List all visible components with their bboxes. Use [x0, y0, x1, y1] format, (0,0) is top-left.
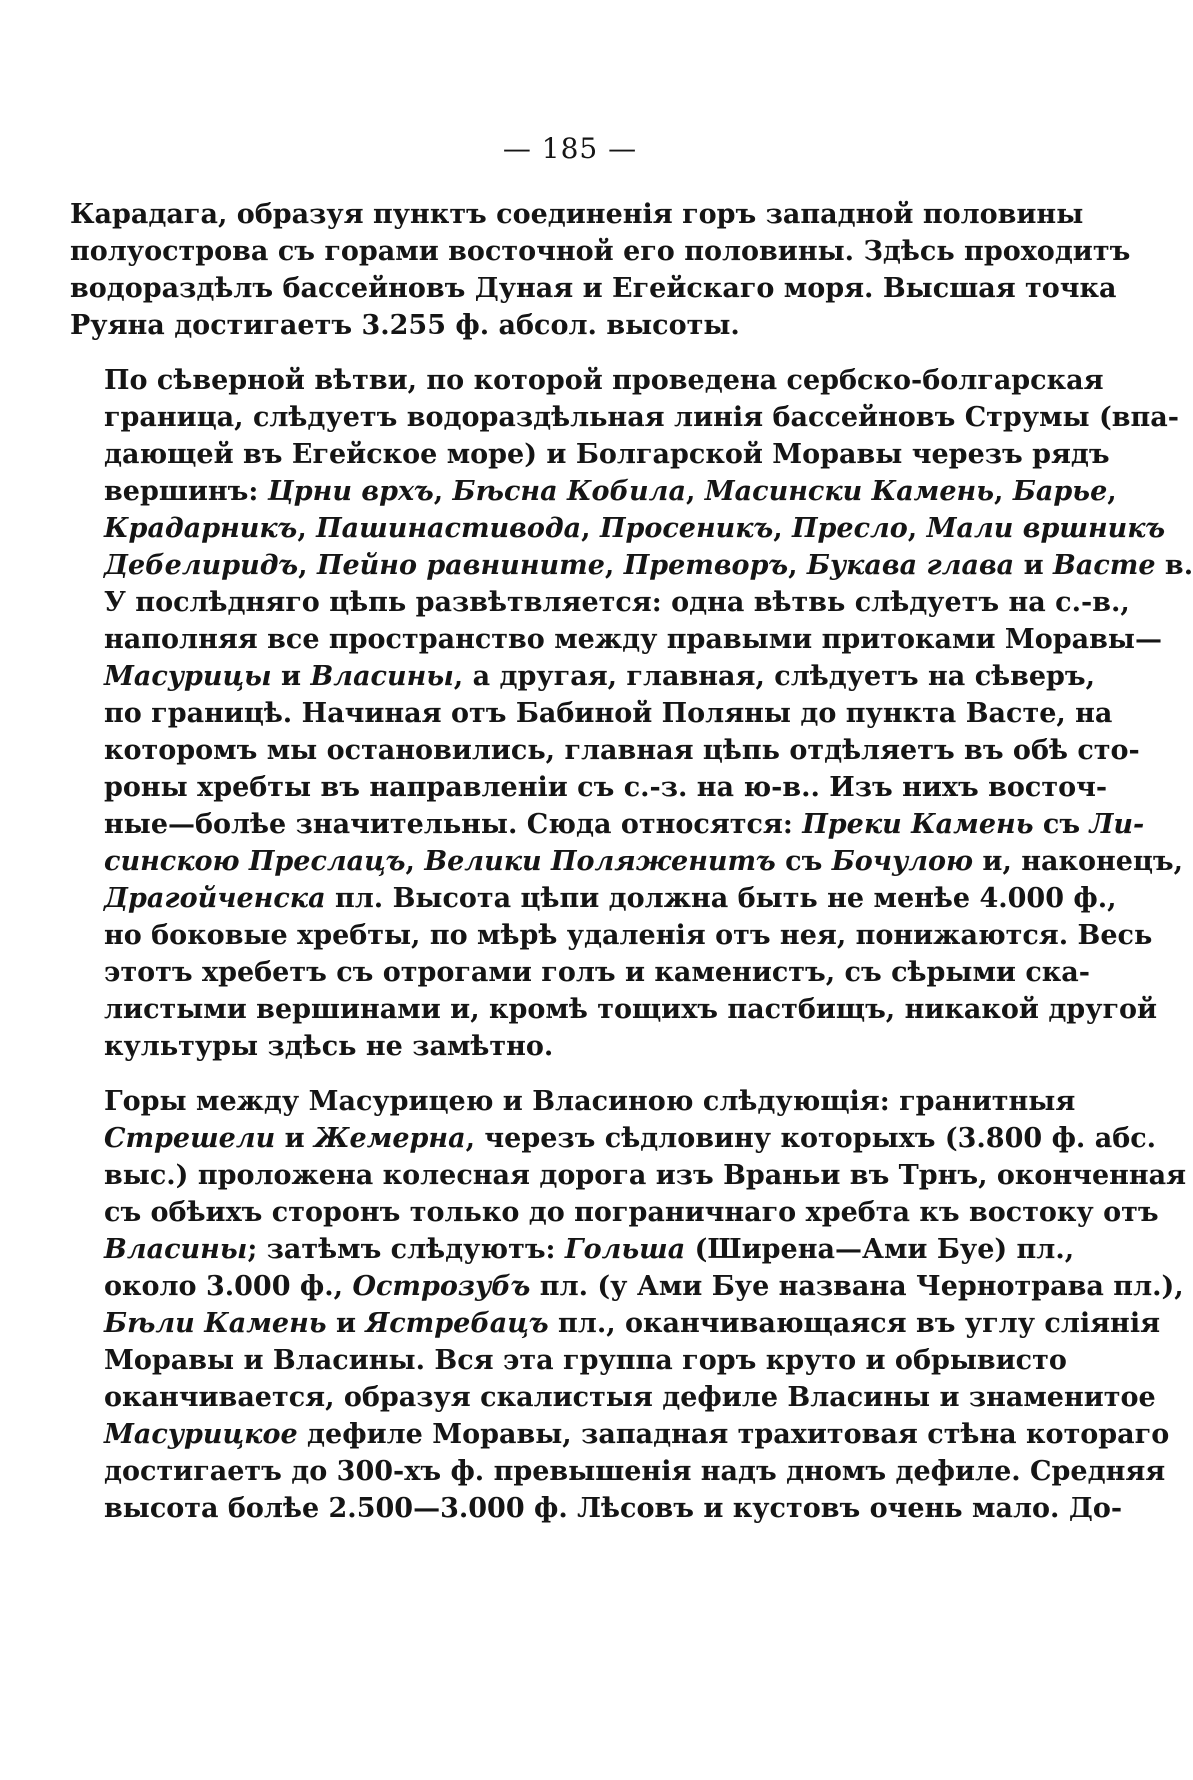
- text-line: [70, 307, 988, 344]
- text-run: ,: [298, 550, 317, 581]
- text-run: ные—болѣе значительны. Сюда относятся:: [104, 809, 803, 840]
- text-line: [70, 1231, 1075, 1268]
- italic-place-name: синскою Преслацъ: [104, 846, 406, 877]
- text-line: [70, 917, 1153, 954]
- text-run: ,: [297, 513, 317, 544]
- text-run: около 3.000 ф.,: [104, 1271, 353, 1302]
- text-run: ,: [773, 513, 793, 544]
- text-line: [70, 1342, 1067, 1379]
- text-run: Руяна достигаетъ 3.255 ф. абсол. высоты.: [70, 310, 740, 341]
- text-run: но боковые хребты, по мѣрѣ удаленія отъ нея, понижаются. Весь: [104, 920, 1153, 951]
- text-run: граница, слѣдуетъ водораздѣльная линія бассейновъ Струмы (впа-: [104, 402, 1179, 433]
- text-run: ,: [604, 550, 624, 581]
- text-run: съ: [1033, 809, 1090, 840]
- text-run: роны хребты въ направленіи съ с.-з. на ю-в.. Изъ нихъ восточ-: [104, 772, 1108, 803]
- italic-place-name: Претворъ: [623, 550, 789, 581]
- text-line: [70, 806, 1145, 843]
- italic-place-name: Масурицы: [104, 661, 272, 692]
- text-run: по границѣ. Начиная отъ Бабиной Поляны до пункта Васте, на: [104, 698, 1113, 729]
- text-run: Карадага, образуя пунктъ соединенія горъ западной половины: [70, 199, 1084, 230]
- text-run: и, наконецъ,: [973, 846, 1184, 877]
- text-line: [70, 362, 1104, 399]
- text-run: пл. Высота цѣпи должна быть не менѣе 4.000 ф.,: [325, 883, 1117, 914]
- text-run: дающей въ Егейское море) и Болгарской Моравы черезъ рядъ: [104, 439, 1110, 470]
- italic-place-name: Стрешели: [104, 1123, 276, 1154]
- text-run: , а другая, главная, слѣдуетъ на сѣверъ,: [453, 661, 1096, 692]
- text-line: [70, 880, 1117, 917]
- text-run: ,: [433, 476, 453, 507]
- text-run: культуры здѣсь не замѣтно.: [104, 1031, 554, 1062]
- italic-place-name: Просеникъ: [599, 513, 774, 544]
- italic-place-name: Масурицкое: [104, 1419, 298, 1450]
- text-line: [70, 621, 1162, 658]
- italic-place-name: Мали вршникъ: [926, 513, 1166, 544]
- text-line: [70, 1379, 1156, 1416]
- italic-place-name: Пашинастивода: [316, 513, 582, 544]
- text-line: [70, 1305, 1161, 1342]
- text-line: [70, 843, 1184, 880]
- text-line: [70, 954, 1090, 991]
- text-run: ,: [685, 476, 705, 507]
- text-run: дефиле Моравы, западная трахитовая стѣна котораго: [297, 1419, 1170, 1450]
- text-run: этотъ хребетъ съ отрогами голъ и каменистъ, съ сѣрыми ска-: [104, 957, 1090, 988]
- italic-place-name: Драгойченска: [104, 883, 326, 914]
- text-run: У послѣдняго цѣпь развѣтвляется: одна вѣтвь слѣдуетъ на с.-в.,: [104, 587, 1130, 618]
- italic-place-name: Бѣсна Кобила: [452, 476, 686, 507]
- paragraph: [70, 362, 1193, 1065]
- text-line: [70, 732, 1140, 769]
- italic-place-name: Жемерна: [314, 1123, 466, 1154]
- text-run: которомъ мы остановились, главная цѣпь отдѣляетъ въ обѣ сто-: [104, 735, 1140, 766]
- text-line: [70, 270, 1117, 307]
- text-line: [70, 1453, 1166, 1490]
- text-line: [70, 695, 1113, 732]
- text-run: пл. (у Ами Буе названа Чернотрава пл.),: [530, 1271, 1184, 1302]
- text-run: (Ширена—Ами Буе) пл.,: [685, 1234, 1075, 1265]
- text-line: [70, 1157, 1187, 1194]
- text-line: [70, 1416, 1170, 1453]
- italic-place-name: Црни врхъ: [267, 476, 434, 507]
- text-line: [70, 436, 1110, 473]
- text-line: [70, 1490, 1123, 1527]
- text-run: ,: [788, 550, 807, 581]
- text-run: ,: [994, 476, 1013, 507]
- italic-place-name: Букава глава: [806, 550, 1015, 581]
- text-line: [70, 399, 1179, 436]
- text-run: ,: [581, 513, 600, 544]
- text-run: ,: [907, 513, 927, 544]
- text-run: и: [1014, 550, 1054, 581]
- text-line: [70, 584, 1130, 621]
- text-run: Моравы и Власины. Вся эта группа горъ круто и обрывисто: [104, 1345, 1067, 1376]
- italic-place-name: Ястребацъ: [365, 1308, 549, 1339]
- body-text: [70, 196, 1193, 1527]
- text-run: ,: [405, 846, 425, 877]
- text-run: По сѣверной вѣтви, по которой проведена сербско-болгарская: [104, 365, 1104, 396]
- text-line: [70, 1083, 1076, 1120]
- text-run: и: [271, 661, 311, 692]
- text-run: оканчивается, образуя скалистыя дефиле Власины и знаменитое: [104, 1382, 1156, 1413]
- text-line: [70, 547, 1193, 584]
- italic-place-name: Ли-: [1089, 809, 1145, 840]
- text-line: [70, 1194, 1159, 1231]
- text-run: высота болѣе 2.500—3.000 ф. Лѣсовъ и кустовъ очень мало. До-: [104, 1493, 1123, 1524]
- italic-place-name: Гольша: [564, 1234, 686, 1265]
- text-run: съ обѣихъ сторонъ только до пограничнаго хребта къ востоку отъ: [104, 1197, 1159, 1228]
- italic-place-name: Пресло: [792, 513, 908, 544]
- paragraph: [70, 1083, 1187, 1527]
- italic-place-name: Преки Камень: [802, 809, 1034, 840]
- text-line: [70, 233, 1131, 270]
- text-run: водораздѣлъ бассейновъ Дуная и Егейскаго моря. Высшая точка: [70, 273, 1117, 304]
- text-line: [70, 991, 1158, 1028]
- italic-place-name: Дебелиридъ: [104, 550, 299, 581]
- italic-place-name: Масински Камень: [704, 476, 995, 507]
- text-run: съ: [775, 846, 832, 877]
- text-line: [70, 1028, 988, 1065]
- text-run: наполняя все пространство между правыми притоками Моравы—: [104, 624, 1162, 655]
- text-run: , черезъ сѣдловину которыхъ (3.800 ф. абс.: [465, 1123, 1157, 1154]
- text-run: Горы между Масурицею и Власиною слѣдующія: гранитныя: [104, 1086, 1076, 1117]
- italic-place-name: Бочулою: [831, 846, 974, 877]
- italic-place-name: Велики Поляженитъ: [424, 846, 776, 877]
- text-run: полуострова съ горами восточной его половины. Здѣсь проходитъ: [70, 236, 1131, 267]
- text-run: и: [326, 1308, 366, 1339]
- text-run: ; затѣмъ слѣдуютъ:: [247, 1234, 565, 1265]
- text-line: [70, 769, 1108, 806]
- text-run: листыми вершинами и, кромѣ тощихъ пастбищъ, никакой другой: [104, 994, 1158, 1025]
- paragraph: [70, 196, 1131, 344]
- italic-place-name: Власины: [310, 661, 454, 692]
- text-run: выс.) проложена колесная дорога изъ Враньи въ Трнъ, оконченная: [104, 1160, 1187, 1191]
- text-line: [70, 196, 1084, 233]
- text-line: [70, 658, 1096, 695]
- text-run: достигаетъ до 300-хъ ф. превышенія надъ дномъ дефиле. Средняя: [104, 1456, 1166, 1487]
- text-line: [70, 473, 1117, 510]
- italic-place-name: Острозубъ: [352, 1271, 531, 1302]
- page-number: — 185 —: [502, 132, 638, 165]
- text-run: в.: [1155, 550, 1193, 581]
- italic-place-name: Пейно равнините: [316, 550, 605, 581]
- text-run: ,: [1107, 476, 1117, 507]
- text-line: [70, 1120, 1157, 1157]
- text-run: и: [275, 1123, 315, 1154]
- text-run: вершинъ:: [104, 476, 268, 507]
- italic-place-name: Барье: [1012, 476, 1108, 507]
- italic-place-name: Бѣли Камень: [104, 1308, 327, 1339]
- italic-place-name: Васте: [1053, 550, 1156, 581]
- text-line: [70, 510, 1166, 547]
- text-run: пл., оканчивающаяся въ углу сліянія: [548, 1308, 1161, 1339]
- text-line: [70, 1268, 1184, 1305]
- italic-place-name: Власины: [104, 1234, 248, 1265]
- italic-place-name: Крадарникъ: [104, 513, 298, 544]
